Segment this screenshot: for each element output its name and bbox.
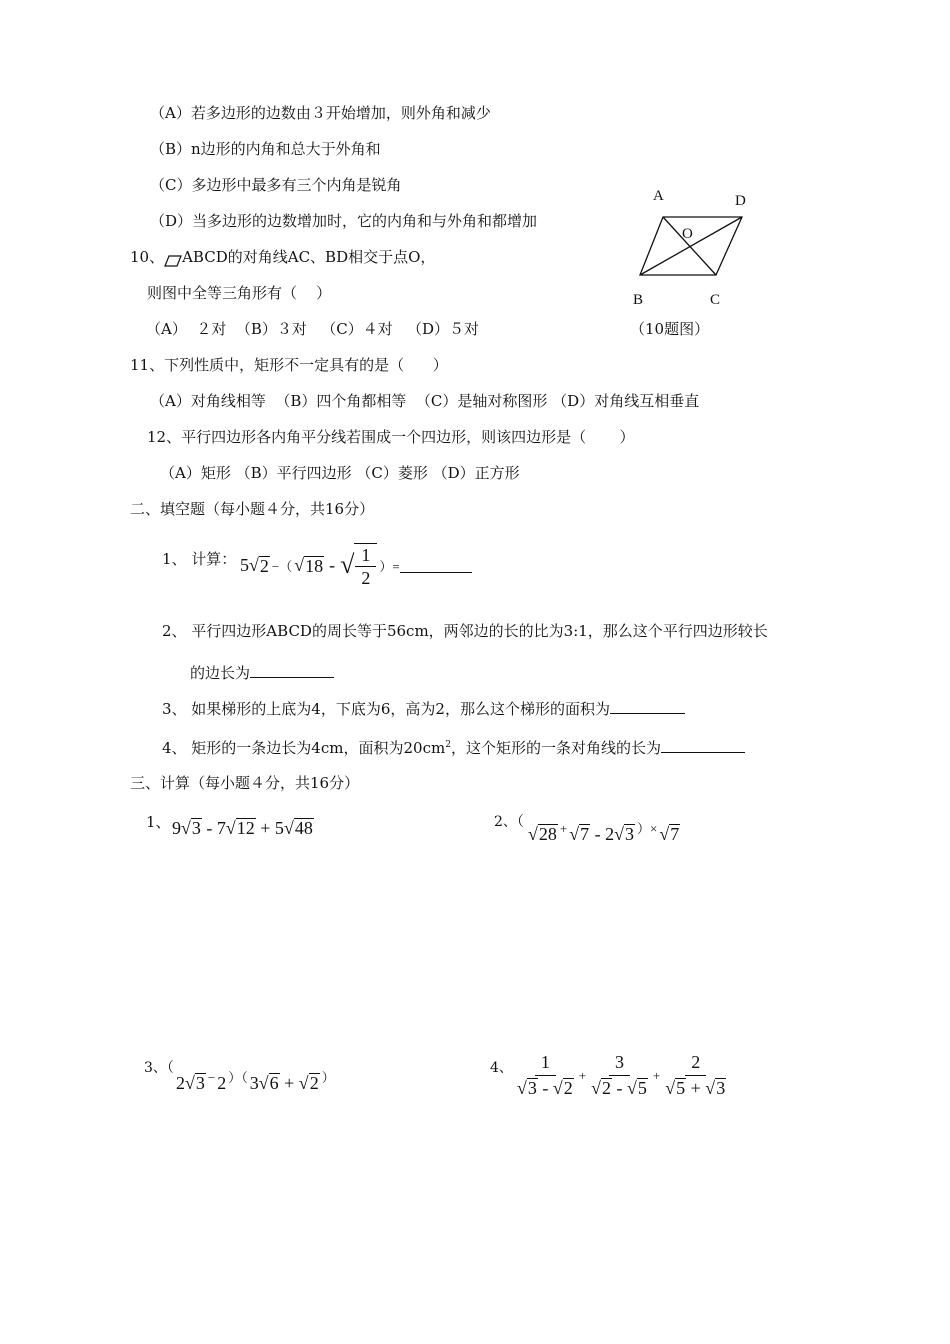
radical-sign-icon: √ [225,818,236,838]
term: + 5 [255,818,284,838]
radical-sign-icon: √ [528,824,538,844]
calc-4-expression [514,1052,729,1099]
vertex-label-a: A [653,188,664,204]
q9-option-b: （B）n边形的内角和总大于外角和 [150,140,381,158]
radical-sign-icon: √ [294,554,305,575]
radicand: 2 [563,1078,573,1098]
operator: ）× [637,821,658,836]
radical-sign-icon: √ [340,550,355,579]
operator: ） [321,1070,335,1085]
operator: + [578,1067,587,1083]
q9-option-d: （D）当多边形的边数增加时，它的内角和与外角和都增加 [150,212,538,230]
q10-stem [130,247,435,267]
radicand: 3 [625,824,635,844]
fill-2-line1: 2、 平行四边形ABCD的周长等于56cm，两邻边的长的比为3:1，那么这个平行四边形较长 [162,622,768,640]
radicand: 5 [637,1078,647,1098]
radicand: 3 [195,1073,205,1093]
fill-4-text: 4、 矩形的一条边长为4cm，面积为20cm [162,739,446,757]
radical-sign-icon: √ [517,1078,527,1098]
operator: - [537,1078,553,1098]
coefficient: 2 [176,1073,185,1093]
radicand: 12 [236,818,255,838]
q11-options: （A）对角线相等 （B）四个角都相等 （C）是轴对称图形 （D）对角线互相垂直 [150,392,700,410]
radical-sign-icon: √ [552,1078,563,1098]
radical-sign-icon: √ [614,824,625,844]
q10-number: 10、 [130,248,165,266]
radicand: 2 [602,1078,612,1098]
coefficient: 5 [240,554,249,575]
radicand: 7 [670,824,680,844]
term: - 7 [201,818,226,838]
radical-sign-icon: √ [569,824,580,844]
radicand: 2 [309,1073,319,1093]
radicand: 3 [527,1078,537,1098]
radical-sign-icon: √ [665,1078,676,1098]
q10-stem-text: ABCD的对角线AC、BD相交于点O， [182,248,436,266]
operator: ）= [379,558,400,574]
vertex-label-c: C [710,292,721,308]
calc-1-expression [172,818,314,839]
operator: + [652,1067,661,1083]
operator: −（ [271,558,293,574]
operator: − [207,1070,216,1085]
q12-options: （A）矩形 （B）平行四边形 （C）菱形 （D）正方形 [160,464,520,482]
radical-sign-icon: √ [627,1078,637,1098]
radicand: 3 [191,818,201,838]
fill-3 [162,699,685,719]
radical-sign-icon: √ [249,554,259,575]
radicand: 2 [259,555,269,576]
center-label-o: O [682,226,693,242]
fraction-term-2 [591,1052,648,1099]
radical-sign-icon: √ [258,1073,269,1093]
radicand: 28 [538,824,557,844]
denominator: 2 [361,568,371,588]
radicand: 48 [294,818,313,838]
operator: + [559,821,568,836]
calc-3-expression [176,1067,337,1094]
calc-3-label: 3、（ [144,1060,174,1076]
operator: + [686,1078,706,1098]
denominator [665,1076,726,1099]
calc-4-label: 4、 [490,1060,513,1076]
q10-figure-caption: （10题图） [630,320,710,338]
fill-1-label: 1、 计算： [162,550,237,568]
fraction-term-1 [517,1052,574,1099]
numerator: 2 [685,1052,706,1076]
operator: + [279,1073,299,1093]
coefficient: 3 [249,1073,259,1093]
fill-4-tail: ，这个矩形的一条对角线的长为 [450,739,661,757]
answer-blank [400,558,472,573]
section3-title: 三、计算（每小题４分，共16分） [130,774,360,792]
fill-3-text: 3、 如果梯形的上底为4，下底为6，高为2，那么这个梯形的面积为 [162,700,610,718]
radicand: 5 [676,1078,686,1098]
operator: - [329,554,336,575]
q11-stem: 11、下列性质中，矩形不一定具有的是（ ） [130,356,448,374]
fraction-term-3 [665,1052,726,1099]
operator: - [612,1078,628,1098]
calc-1-label: 1、 [146,813,171,831]
answer-blank [610,699,685,714]
answer-blank [250,663,334,678]
parallelogram-symbol-icon [164,252,182,264]
q10-question: 则图中全等三角形有（ ） [147,284,332,302]
radical-sign-icon: √ [181,818,191,838]
q10-options: （A） ２对 （B）３对 （C）４对 （D）５对 [146,320,480,338]
q9-option-a: （A）若多边形的边数由３开始增加，则外角和减少 [150,104,491,122]
radicand: 3 [716,1078,726,1098]
radical-fraction [354,543,377,587]
denominator [517,1076,574,1099]
radical-sign-icon: √ [705,1078,716,1098]
calc-2-label: 2、（ [494,814,524,830]
fill-1-expression [240,543,472,587]
denominator [591,1076,648,1099]
vertex-label-b: B [633,292,644,308]
section2-title: 二、填空题（每小题４分，共16分） [130,500,375,518]
radical-sign-icon: √ [659,824,670,844]
radicand: 18 [305,555,324,576]
q9-option-c: （C）多边形中最多有三个内角是锐角 [150,176,402,194]
radicand: 6 [269,1073,279,1093]
coefficient: 9 [172,818,181,838]
fill-2-line2-text: 的边长为 [190,664,251,682]
radical-sign-icon: √ [591,1078,602,1098]
calc-2-expression [528,818,680,845]
numerator: 3 [609,1052,630,1076]
term: 2 [217,1073,227,1093]
fill-2-line2 [190,663,334,683]
term: - 2 [590,824,615,844]
numerator: 1 [355,546,376,567]
numerator: 1 [535,1052,556,1076]
radical-sign-icon: √ [298,1073,309,1093]
radical-sign-icon: √ [283,818,294,838]
superscript: 2 [445,740,451,750]
radicand: 7 [580,824,590,844]
answer-blank [661,738,745,753]
radical-sign-icon: √ [185,1073,195,1093]
operator: ）（ [228,1070,248,1085]
q12-stem: 12、平行四边形各内角平分线若围成一个四边形，则该四边形是（ ） [147,428,635,446]
fill-4 [162,735,745,758]
vertex-label-d: D [735,193,746,209]
